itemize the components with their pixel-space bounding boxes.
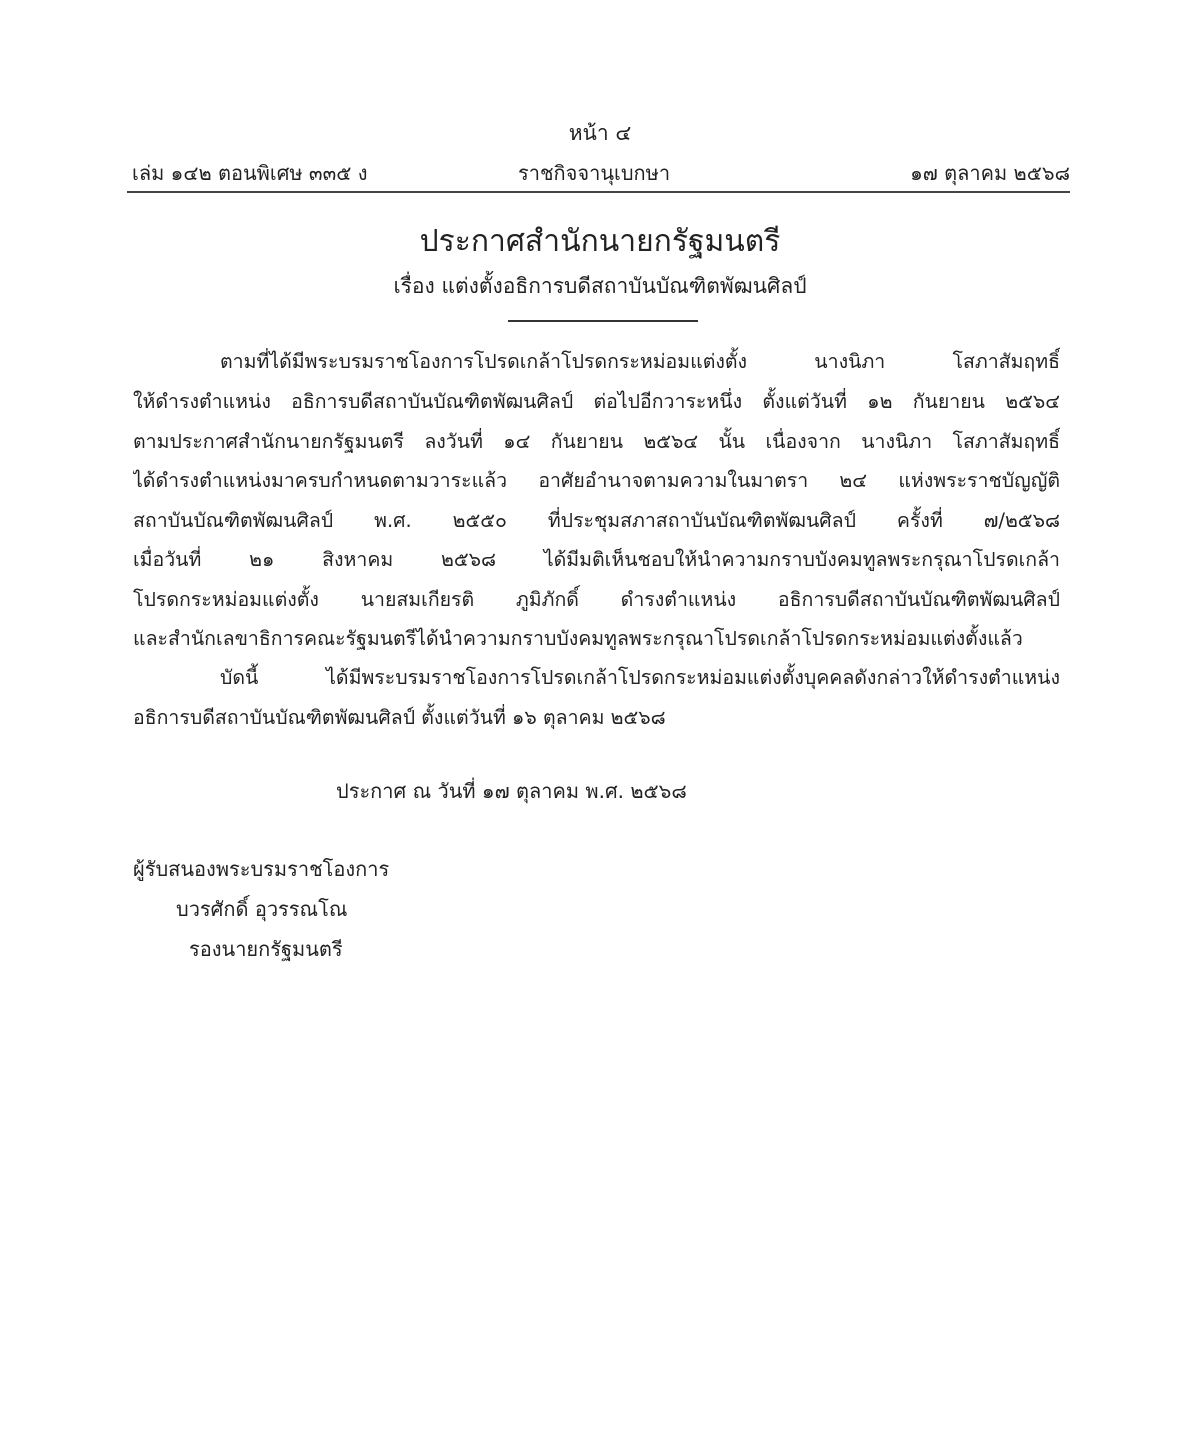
announcement-title: ประกาศสำนักนายกรัฐมนตรี <box>419 224 781 259</box>
header-divider <box>127 191 1070 193</box>
header-date: ๑๗ ตุลาคม ๒๕๖๘ <box>910 161 1070 185</box>
gazette-header <box>132 158 1070 188</box>
announcement-date: ประกาศ ณ วันที่ ๑๗ ตุลาคม พ.ศ. ๒๕๖๘ <box>336 779 687 803</box>
body-line: และสำนักเลขาธิการคณะรัฐมนตรีได้นำความกราบบังคมทูลพระกรุณาโปรดเกล้าโปรดกระหม่อมแต่งตั้งแล้ว <box>133 627 1023 650</box>
body-line: โปรดกระหม่อมแต่งตั้ง นายสมเกียรติ ภูมิภักดิ์ ดำรงตำแหน่ง อธิการบดีสถาบันบัณฑิตพัฒนศิลป์ <box>133 588 1060 611</box>
signatory-position: รองนายกรัฐมนตรี <box>189 937 343 961</box>
body-line: ได้ดำรงตำแหน่งมาครบกำหนดตามวาระแล้ว อาศัยอำนาจตามความในมาตรา ๒๔ แห่งพระราชบัญญัติ <box>133 469 1060 492</box>
gazette-name: ราชกิจจานุเบกษา <box>518 161 671 185</box>
announcement-subject: เรื่อง แต่งตั้งอธิการบดีสถาบันบัณฑิตพัฒนศิลป์ <box>393 274 807 298</box>
body-line: อธิการบดีสถาบันบัณฑิตพัฒนศิลป์ ตั้งแต่วันที่ ๑๖ ตุลาคม ๒๕๖๘ <box>133 706 666 729</box>
body-line: บัดนี้ ได้มีพระบรมราชโองการโปรดเกล้าโปรดกระหม่อมแต่งตั้งบุคคลดังกล่าวให้ดำรงตำแหน่ง <box>220 666 1060 689</box>
volume-issue: เล่ม ๑๔๒ ตอนพิเศษ ๓๓๕ ง <box>132 161 368 185</box>
body-line: ตามประกาศสำนักนายกรัฐมนตรี ลงวันที่ ๑๔ กันยายน ๒๕๖๔ นั้น เนื่องจาก นางนิภา โสภาสัมฤทธิ์ <box>133 430 1060 453</box>
signatory-name: บวรศักดิ์ อุวรรณโณ <box>176 897 348 921</box>
body-line: ตามที่ได้มีพระบรมราชโองการโปรดเกล้าโปรดกระหม่อมแต่งตั้ง นางนิภา โสภาสัมฤทธิ์ <box>220 350 1060 373</box>
title-divider <box>508 320 698 322</box>
body-line: สถาบันบัณฑิตพัฒนศิลป์ พ.ศ. ๒๕๕๐ ที่ประชุมสภาสถาบันบัณฑิตพัฒนศิลป์ ครั้งที่ ๗/๒๕๖๘ <box>133 509 1060 532</box>
body-line: เมื่อวันที่ ๒๑ สิงหาคม ๒๕๖๘ ได้มีมติเห็นชอบให้นำความกราบบังคมทูลพระกรุณาโปรดเกล้า <box>133 548 1060 571</box>
body-line: ให้ดำรงตำแหน่ง อธิการบดีสถาบันบัณฑิตพัฒนศิลป์ ต่อไปอีกวาระหนึ่ง ตั้งแต่วันที่ ๑๒ กันยายน ๒๕๖๔ <box>133 390 1060 413</box>
page-number: หน้า ๔ <box>568 121 632 145</box>
countersign-label: ผู้รับสนองพระบรมราชโองการ <box>133 857 390 881</box>
